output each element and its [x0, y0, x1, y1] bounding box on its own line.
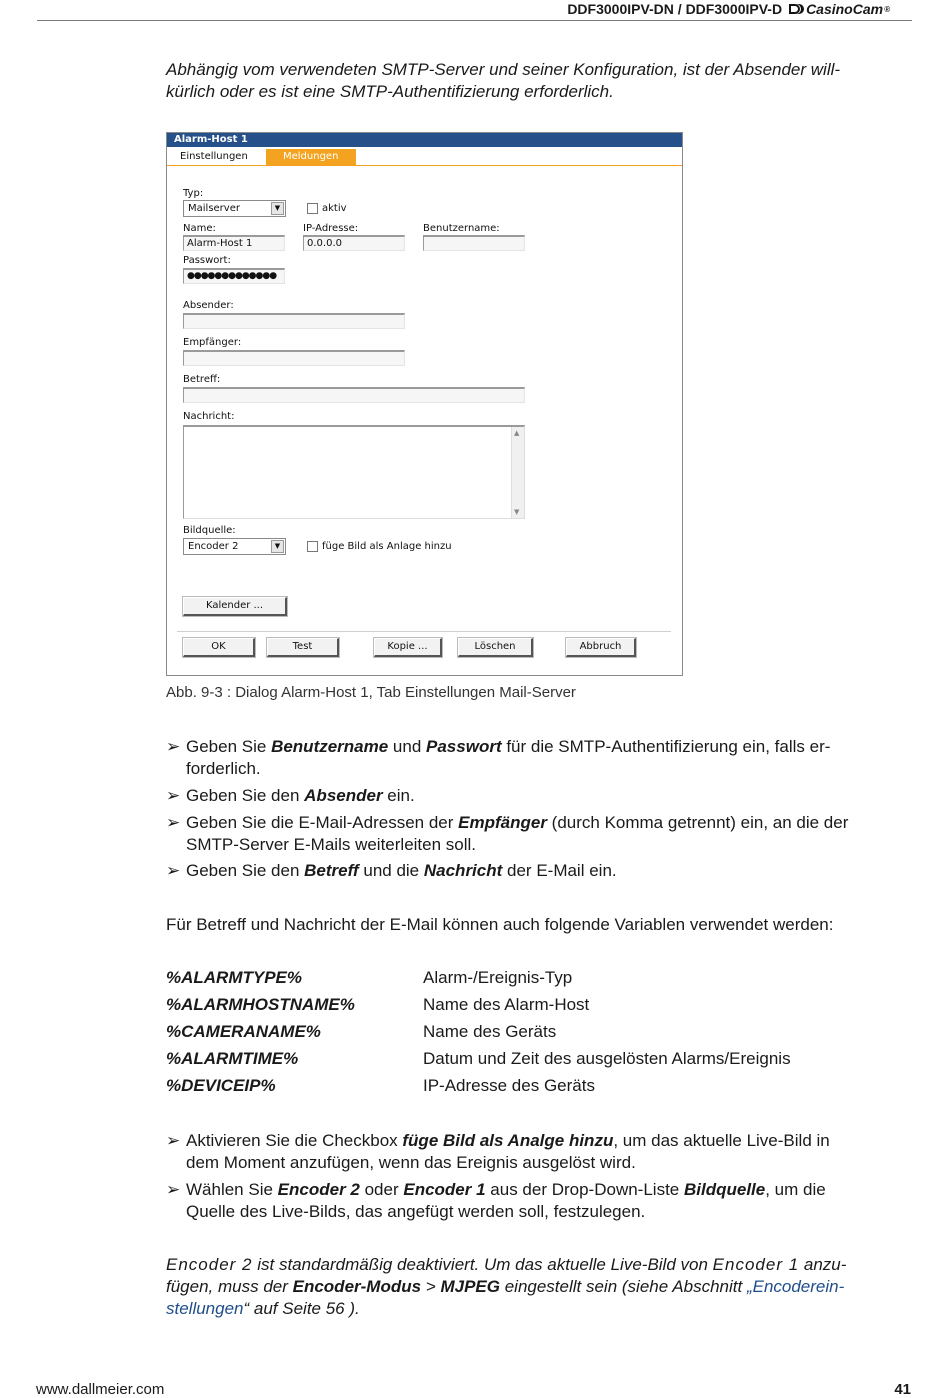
subject-field[interactable] [183, 387, 525, 403]
name-label: Name: [183, 223, 216, 234]
variable-name: %ALARMTYPE% [166, 968, 303, 987]
tab-einstellungen[interactable]: Einstellungen [180, 151, 248, 162]
section-link-cont[interactable]: stellungen [166, 1299, 244, 1318]
type-select-value: Mailserver [188, 203, 240, 214]
attach-image-label: füge Bild als Anlage hinzu [322, 541, 452, 552]
active-checkbox[interactable] [307, 203, 318, 214]
ip-label: IP-Adresse: [303, 223, 359, 234]
active-label: aktiv [322, 203, 347, 214]
brand-name: CasinoCam [806, 1, 884, 17]
type-label: Typ: [183, 188, 204, 199]
arrow-bullet-icon: ➢ [166, 1180, 181, 1199]
scroll-down-icon: ▼ [514, 508, 520, 516]
page-number: 41 [894, 1381, 911, 1398]
calendar-button[interactable]: Kalender ... [183, 597, 287, 616]
subject-label: Betreff: [183, 374, 221, 385]
recipient-field[interactable] [183, 350, 405, 366]
image-source-select[interactable] [183, 538, 286, 555]
dallmeier-logo-icon [788, 3, 804, 15]
figure-caption: Abb. 9-3 : Dialog Alarm-Host 1, Tab Einstellungen Mail-Server [166, 684, 576, 701]
header-model: DDF3000IPV-DN / DDF3000IPV-D [567, 1, 783, 17]
page-header [37, 0, 912, 21]
dialog-title: Alarm-Host 1 [167, 133, 682, 147]
password-field[interactable]: ●●●●●●●●●●●●● [183, 268, 285, 284]
footer-url[interactable]: www.dallmeier.com [36, 1381, 165, 1398]
step-item: ➢ Geben Sie Benutzername und Passwort für die SMTP-Authentifizierung ein, falls er- forderlich. [166, 737, 831, 778]
arrow-bullet-icon: ➢ [166, 861, 181, 880]
intro-line-2: kürlich oder es ist eine SMTP-Authentifizierung erforderlich. [166, 82, 614, 101]
variable-name: %CAMERANAME% [166, 1022, 321, 1041]
arrow-bullet-icon: ➢ [166, 1131, 181, 1150]
username-label: Benutzername: [423, 223, 500, 234]
test-button[interactable]: Test [267, 638, 339, 657]
alarm-host-dialog [166, 132, 683, 676]
step-item: ➢ Wählen Sie Encoder 2 oder Encoder 1 aus der Drop-Down-Liste Bildquelle, um die Quelle des Live-Bilds, das angefügt werden soll, festzulegen. [166, 1180, 826, 1221]
arrow-bullet-icon: ➢ [166, 737, 181, 756]
arrow-bullet-icon: ➢ [166, 813, 181, 832]
sender-label: Absender: [183, 300, 234, 311]
button-separator [177, 631, 671, 632]
copy-button[interactable]: Kopie ... [374, 638, 442, 657]
recipient-label: Empfänger: [183, 337, 242, 348]
message-label: Nachricht: [183, 411, 235, 422]
casinocam-logo [788, 1, 890, 17]
message-textarea[interactable] [183, 425, 525, 519]
variable-name: %DEVICEIP% [166, 1076, 276, 1095]
attach-image-checkbox[interactable] [307, 541, 318, 552]
name-field[interactable]: Alarm-Host 1 [183, 235, 285, 251]
image-source-value: Encoder 2 [188, 541, 239, 552]
chevron-down-icon: ▼ [271, 202, 284, 215]
sender-field[interactable] [183, 313, 405, 329]
intro-paragraph [166, 59, 888, 103]
cancel-button[interactable]: Abbruch [566, 638, 636, 657]
step-item: ➢ Aktivieren Sie die Checkbox füge Bild als Analge hinzu, um das aktuelle Live-Bild in dem Moment anzufügen, wenn das Ereignis ausgelöst wird. [166, 1131, 830, 1172]
image-source-label: Bildquelle: [183, 525, 236, 536]
type-select[interactable] [183, 200, 286, 217]
variable-name: %ALARMHOSTNAME% [166, 995, 355, 1014]
password-label: Passwort: [183, 255, 231, 266]
delete-button[interactable]: Löschen [458, 638, 533, 657]
ip-address-field[interactable]: 0.0.0.0 [303, 235, 405, 251]
tab-meldungen[interactable]: Meldungen [266, 149, 356, 165]
ok-button[interactable]: OK [183, 638, 255, 657]
section-link[interactable]: „Encoderein- [746, 1277, 845, 1296]
step-item: ➢ Geben Sie die E-Mail-Adressen der Empfänger (durch Komma getrennt) ein, an die der SMTP-Server E-Mails weiterleiten soll. [166, 813, 849, 854]
note-paragraph: Encoder 2 ist standardmäßig deaktiviert. Um das aktuelle Live-Bild von Encoder 1 anzu- fügen, muss der Encoder-Modus > MJPEG eingestellt sein (siehe Abschnitt „Encoderein- stellungen“ auf Seite 56 ). [166, 1255, 847, 1318]
registered-mark: ® [884, 4, 890, 14]
scroll-up-icon: ▲ [514, 429, 520, 437]
variable-desc: IP-Adresse des Geräts [423, 1076, 595, 1095]
header-text [567, 1, 890, 17]
tab-underline [167, 165, 682, 166]
variable-desc: Alarm-/Ereignis-Typ [423, 968, 573, 987]
variable-desc: Datum und Zeit des ausgelösten Alarms/Ereignis [423, 1049, 791, 1068]
textarea-scrollbar[interactable] [511, 427, 524, 518]
variable-desc: Name des Geräts [423, 1022, 557, 1041]
variable-name: %ALARMTIME% [166, 1049, 299, 1068]
variable-desc: Name des Alarm-Host [423, 995, 590, 1014]
chevron-down-icon: ▼ [271, 540, 284, 553]
variables-intro: Für Betreff und Nachricht der E-Mail können auch folgende Variablen verwendet werden: [166, 915, 834, 934]
username-field[interactable] [423, 235, 525, 251]
step-item: ➢ Geben Sie den Absender ein. [166, 786, 415, 805]
arrow-bullet-icon: ➢ [166, 786, 181, 805]
step-item: ➢ Geben Sie den Betreff und die Nachricht der E-Mail ein. [166, 861, 617, 880]
intro-line-1: Abhängig vom verwendeten SMTP-Server und seiner Konfiguration, ist der Absender will- [166, 60, 841, 79]
